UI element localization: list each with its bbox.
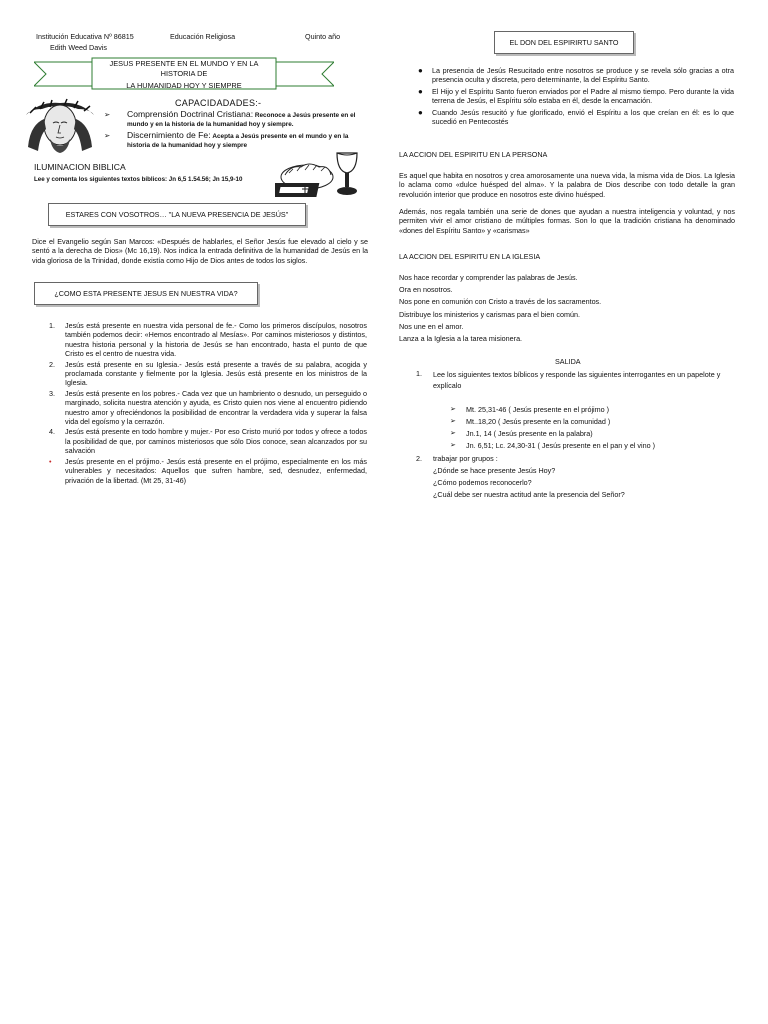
question-item: ¿Dónde se hace presente Jesús Hoy? <box>433 466 556 475</box>
salida-heading: SALIDA <box>555 357 581 366</box>
salida-item-2 <box>416 453 736 501</box>
main-title-banner <box>34 56 334 90</box>
list-item-text: Jn. 6,51; Lc. 24,30-31 ( Jesús presente en el pan y el vino ) <box>466 441 655 450</box>
list-item <box>49 389 367 427</box>
list-item <box>450 416 740 428</box>
capacidad-1-label: Comprensión Doctrinal Cristiana: <box>127 109 254 119</box>
accion-persona-p1: Es aquel que habita en nosotros y crea amorosamente una nueva vida, la misma vida de Dios. La Iglesia lo aclama como «dulce huésped del alma». Y la palabra de Dios describe con todo detalle la gran revolución interior que produce en nosotros este divino huésped. <box>399 171 735 199</box>
list-item-number: 2. <box>416 454 422 463</box>
list-item: Nos pone en comunión con Cristo a través de los sacramentos. <box>399 297 602 307</box>
iluminacion-heading: ILUMINACION BIBLICA <box>34 162 126 172</box>
list-item-text: Mt..18,20 ( Jesús presente en la comunidad ) <box>466 417 611 426</box>
list-item: Ora en nosotros. <box>399 285 453 295</box>
question-item: ¿Cómo podemos reconocerlo? <box>433 478 532 487</box>
jesus-crown-of-thorns-illustration <box>20 95 100 155</box>
list-item-text: La presencia de Jesús Resucitado entre nosotros se produce y se revela sólo gracias a otra presencia oculta y discreta, pero determinante, la del Espíritu Santo. <box>432 66 734 85</box>
list-item-number: 2. <box>49 359 55 369</box>
list-item <box>414 66 734 85</box>
question-item: ¿Cuál debe ser nuestra actitud ante la presencia del Señor? <box>433 490 625 499</box>
estares-box-text: ESTARES CON VOSOTROS… "LA NUEVA PRESENCIA DE JESÚS" <box>65 210 289 219</box>
capacidad-2-label: Discernimiento de Fe: <box>127 130 211 140</box>
header-institution: Institución Educativa Nº 86815 <box>36 32 134 41</box>
bullet-icon: ● <box>418 86 423 96</box>
list-item-text: Jesús está presente en todo hombre y mujer.- Por eso Cristo murió por todos y ofrece a todos la posibilidad de que, por caminos misteriosos que sólo Dios conoce, sean alcanzados por su salvación <box>65 427 367 456</box>
list-item-text: Jesús está presente en su Iglesia.- Jesús está presente a través de su palabra, acogida y proclamada constante y fielmente por la Iglesia. Jesús está presente en los ministros de la Iglesia. <box>65 359 367 388</box>
list-item-text: Jesús está presente en los pobres.- Cada vez que un hambriento o desnudo, un perseguido o marginado, solicita nuestra atención y ayuda, es Cristo quien nos viene al encuentro pidiendo nuestro amor y ofreciéndonos la posibilidad de encontrar la verdadera vida y superar la falsa vida del egoísmo y la cerrazón. <box>65 388 367 427</box>
accion-iglesia-heading: LA ACCION DEL ESPIRITU EN LA IGLESIA <box>399 252 541 261</box>
list-item: Distribuye los ministerios y carismas para el bien común. <box>399 309 580 319</box>
arrow-bullet-icon: ➢ <box>450 418 456 425</box>
list-item <box>414 87 734 106</box>
list-item <box>450 440 740 452</box>
accion-persona-p2: Además, nos regala también una serie de dones que ayudan a nuestra inteligencia y voluntad, y nos permiten vivir el amor cristiano de múltiples formas. Son lo que la tradición cristiana ha denominado «dones del Espíritu Santo» y «carismas» <box>399 207 735 235</box>
accion-iglesia-list <box>399 272 735 345</box>
don-box <box>494 31 634 54</box>
list-item-text: Jn.1, 14 ( Jesús presente en la palabra) <box>466 429 593 438</box>
estares-box <box>48 203 306 226</box>
list-item <box>450 404 740 416</box>
list-item-number: 1. <box>416 369 422 378</box>
bullet-icon: ● <box>418 66 423 75</box>
don-box-text: EL DON DEL ESPIRIRTU SANTO <box>509 38 619 47</box>
list-item <box>414 108 734 127</box>
list-item: Lanza a la Iglesia a la tarea misionera. <box>399 334 523 344</box>
list-item-text: Cuando Jesús resucitó y fue glorificado, envió el Espíritu a los que creían en él: es lo que sucedió en Pentecostés <box>432 107 734 127</box>
capacidades-heading: CAPACIDADADES:- <box>175 98 262 108</box>
arrow-bullet-icon: ➢ <box>450 406 456 413</box>
accion-persona-heading: LA ACCION DEL ESPIRITU EN LA PERSONA <box>399 150 548 159</box>
main-title-line1: JESUS PRESENTE EN EL MUNDO Y EN LA HISTORIA DE <box>109 59 259 78</box>
arrow-bullet-icon: ➢ <box>450 430 456 437</box>
evangelio-paragraph: Dice el Evangelio según San Marcos: «Después de hablarles, el Señor Jesús fue elevado al cielo y se sentó a la derecha de Dios» (Mc 16,19). Nos indica la entrada definitiva de la humanidad de Jesús en la vida gloriosa de la Trinidad, donde existía como Hijo de Dios antes de todos los siglos. <box>32 237 368 265</box>
presencias-list <box>49 321 367 486</box>
list-item-text: Jesús presente en el prójimo.- Jesús está presente en el prójimo, especialmente en los más vulnerables y necesitados: Aquellos que sufren hambre, sed, desnudez, enfermedad, privación de la libertad. (Mt 25, 31-46) <box>65 456 367 485</box>
arrow-bullet-icon: ➢ <box>450 442 456 449</box>
don-bullets-list <box>414 66 734 128</box>
iluminacion-text: Lee y comenta los siguientes textos bíblicos: Jn 6,5 1.54.56; Jn 15,9-10 <box>34 176 243 183</box>
capacidad-2-text: Acepta a Jesús presente en el mundo y en la historia de la humanidad hoy y siempre <box>127 133 349 149</box>
bread-chalice-icon <box>275 147 363 205</box>
list-item-text: trabajar por grupos : <box>433 454 498 463</box>
header-teacher: Edith Weed Davis <box>50 43 107 52</box>
arrow-bullet-icon: ➢ <box>104 131 111 140</box>
main-title-line2: LA HUMANIDAD HOY Y SIEMPRE <box>126 81 242 90</box>
como-box <box>34 282 258 305</box>
list-item <box>49 321 367 359</box>
list-item-text: Jesús está presente en nuestra vida personal de fe.- Como los primeros discípulos, nosotros también podemos decir: «Hemos encontrado al Mesías». Por caminos misteriosos y distintos, nuestra historia personal y la historia de Jesús se han encontrado, hasta el punto de que Cristo es el centro de nuestra vida. <box>65 321 367 359</box>
como-box-text: ¿COMO ESTA PRESENTE JESUS EN NUESTRA VIDA? <box>54 289 238 298</box>
bullet-icon: ● <box>418 107 423 117</box>
header-grade: Quinto año <box>305 32 341 41</box>
list-item-number: 4. <box>49 427 55 437</box>
list-item-text: Lee los siguientes textos bíblicos y responde las siguientes interrogantes en un papelote y explícalo <box>433 370 721 390</box>
list-item <box>49 457 367 485</box>
salida-refs-list <box>450 404 740 452</box>
jesus-icon <box>20 95 100 155</box>
arrow-bullet-icon: ➢ <box>104 110 111 119</box>
list-item-text: El Hijo y el Espíritu Santo fueron enviados por el Padre al mismo tiempo. Pero durante la vida terrena de Jesús, el Espíritu sólo estaba en él, desde la encarnación. <box>432 86 734 106</box>
list-item: Nos hace recordar y comprender las palabras de Jesús. <box>399 273 578 282</box>
list-item: Nos une en el amor. <box>399 321 464 331</box>
list-item <box>49 360 367 388</box>
list-item <box>49 427 367 455</box>
list-item-number: 1. <box>49 321 55 330</box>
bread-and-chalice-illustration <box>275 147 363 205</box>
list-item-text: Mt. 25,31-46 ( Jesús presente en el prójimo ) <box>466 405 610 414</box>
header-subject: Educación Religiosa <box>170 32 236 41</box>
list-item-bullet: • <box>49 456 52 466</box>
list-item <box>450 428 740 440</box>
capacidad-item-1 <box>104 110 370 129</box>
list-item-number: 3. <box>49 388 55 398</box>
salida-item-1 <box>416 369 736 391</box>
capacidad-1-text: Reconoce a Jesús presente en el mundo y en la historia de la humanidad hoy y siempre. <box>127 112 356 128</box>
